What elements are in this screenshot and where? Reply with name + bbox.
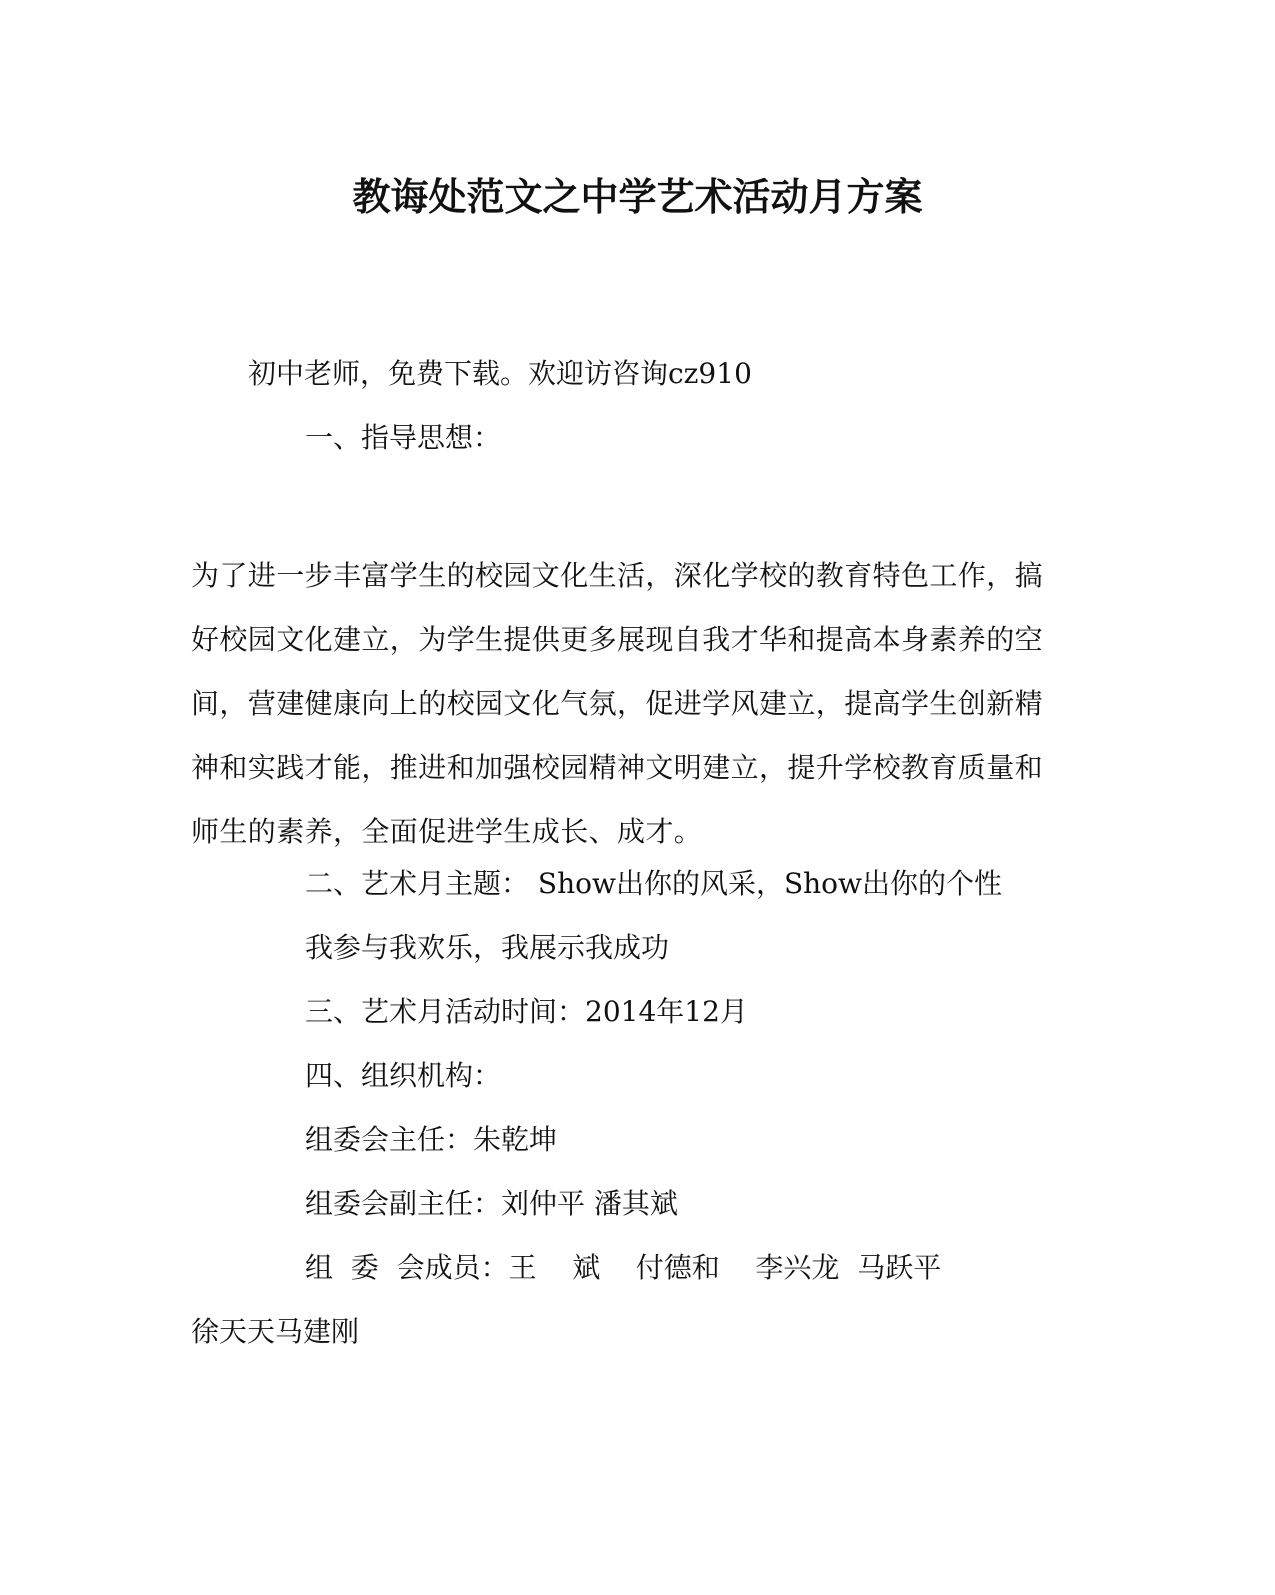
section3-line: 三、艺术月活动时间：2014年12月 [305, 995, 748, 1028]
members-continued: 徐天天马建刚 [191, 1315, 360, 1348]
director-line: 组委会主任：朱乾坤 [305, 1123, 558, 1156]
body-line-2: 好校园文化建立，为学生提供更多展现自我才华和提高本身素养的空 [191, 623, 1044, 656]
body-line-3: 间，营建健康向上的校园文化气氛，促进学风建立，提高学生创新精 [191, 687, 1044, 720]
section4-heading: 四、组织机构： [305, 1059, 502, 1092]
body-line-4: 神和实践才能，推进和加强校园精神文明建立，提升学校教育质量和 [191, 751, 1044, 784]
section1-heading: 一、指导思想： [305, 421, 502, 454]
body-line-1: 为了进一步丰富学生的校园文化生活，深化学校的教育特色工作，搞 [191, 559, 1044, 592]
section2-heading: 二、艺术月主题： Show出你的风采，Show出你的个性 [305, 867, 1002, 900]
body-line-5: 师生的素养，全面促进学生成长、成才。 [191, 815, 703, 848]
section2-slogan: 我参与我欢乐，我展示我成功 [305, 931, 670, 964]
intro-line: 初中老师，免费下载。欢迎访咨询cz910 [248, 357, 752, 390]
document-title: 教诲处范文之中学艺术活动月方案 [352, 174, 923, 219]
vice-director-line: 组委会副主任：刘仲平 潘其斌 [305, 1187, 678, 1220]
members-line: 组 委 会成员：王 斌 付德和 李兴龙 马跃平 [305, 1251, 942, 1284]
section1-body [191, 544, 1051, 864]
